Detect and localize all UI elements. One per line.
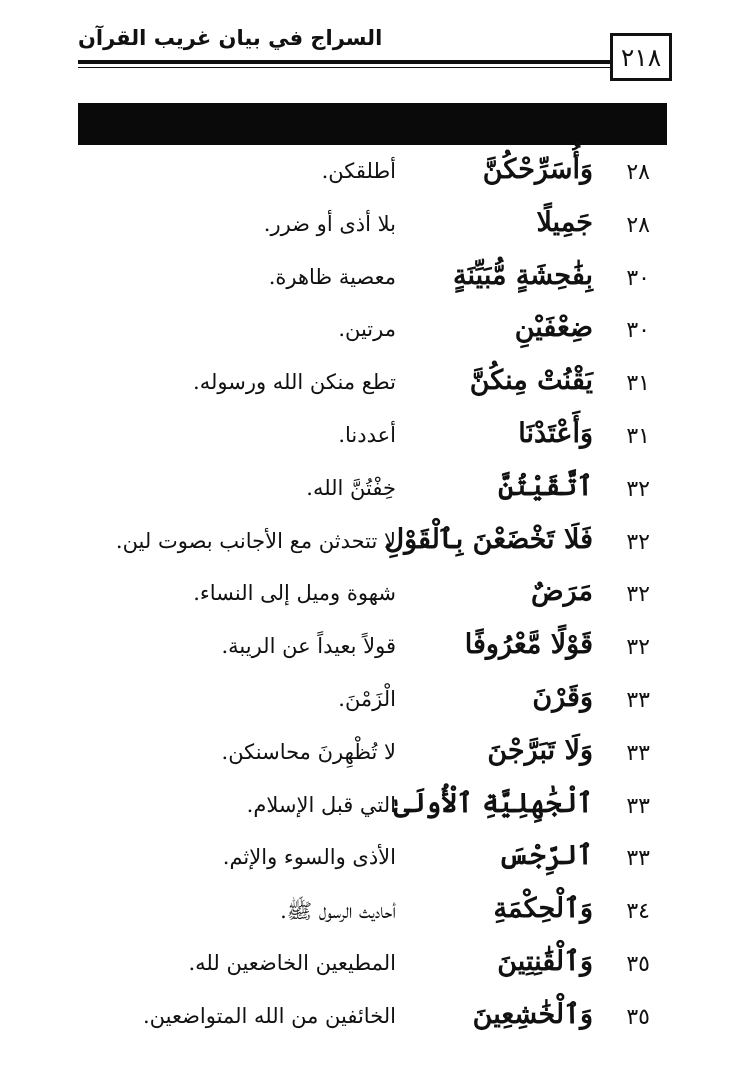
verse-number: ٣٣ bbox=[626, 740, 650, 766]
glossary-entry bbox=[78, 203, 668, 256]
glossary-entry bbox=[78, 150, 668, 203]
verse-number: ٣٥ bbox=[626, 951, 650, 977]
glossary-entry bbox=[78, 467, 668, 520]
glossary-entry bbox=[78, 414, 668, 467]
verse-number: ٣١ bbox=[626, 371, 650, 397]
quran-word: ٱتَّقَيْتُنَّ bbox=[498, 470, 593, 502]
verse-number: ٣٢ bbox=[626, 476, 650, 502]
quran-word: ٱلرِّجْسَ bbox=[498, 840, 593, 872]
glossary-entry bbox=[78, 361, 668, 414]
verse-number: ٣٢ bbox=[626, 635, 650, 661]
glossary-entry bbox=[78, 889, 668, 942]
word-meaning: المطيعين الخاضعين لله. bbox=[188, 950, 396, 975]
verse-number: ٣٢ bbox=[626, 529, 650, 555]
word-meaning: أطلقكن. bbox=[321, 159, 396, 183]
quran-word: وَأَعْتَدْنَا bbox=[518, 417, 593, 449]
glossary-entry bbox=[78, 678, 668, 731]
section-heading-band bbox=[78, 103, 667, 145]
glossary-entry bbox=[78, 520, 668, 573]
word-meaning: التي قبل الإسلام. bbox=[246, 792, 396, 817]
page-number-box bbox=[610, 33, 672, 81]
quran-word: بِفَٰحِشَةٍ مُّبَيِّنَةٍ bbox=[453, 259, 593, 291]
word-meaning: الْزَمْنَ. bbox=[338, 686, 396, 711]
glossary-entry bbox=[78, 784, 668, 837]
verse-number: ٢٨ bbox=[626, 212, 650, 238]
word-meaning: أحاديث الرسول ﷺ. bbox=[280, 899, 396, 924]
verse-number: ٣٠ bbox=[626, 318, 650, 344]
glossary-entry bbox=[78, 308, 668, 361]
quran-word: وَأُسَرِّحْكُنَّ bbox=[482, 154, 593, 185]
glossary-entry bbox=[78, 256, 668, 309]
verse-number: ٣٣ bbox=[626, 793, 650, 819]
verse-number: ٣٤ bbox=[626, 899, 650, 925]
word-meaning: شهوة وميل إلى النساء. bbox=[193, 581, 396, 606]
quran-word: جَمِيلًا bbox=[536, 206, 593, 238]
quran-word: وَلَا تَبَرَّجْنَ bbox=[487, 734, 593, 766]
word-meaning: الخائفين من الله المتواضعين. bbox=[142, 1003, 396, 1028]
glossary-list bbox=[78, 150, 668, 1048]
word-meaning: بلا أذى أو ضرر. bbox=[263, 211, 396, 236]
word-meaning: لا تتحدثن مع الأجانب بصوت لين. bbox=[115, 528, 396, 553]
quran-word: وَقَرْنَ bbox=[532, 681, 593, 713]
quran-word: وَٱلْخَٰشِعِينَ bbox=[472, 998, 593, 1030]
word-meaning: لا تُظْهِرنَ محاسنكن. bbox=[221, 739, 396, 764]
book-title: السراج في بيان غريب القرآن bbox=[78, 26, 383, 50]
glossary-entry bbox=[78, 625, 668, 678]
word-meaning: قولاً بعيداً عن الريبة. bbox=[221, 634, 396, 659]
glossary-entry bbox=[78, 942, 668, 995]
glossary-entry bbox=[78, 836, 668, 889]
quran-word: قَوْلًا مَّعْرُوفًا bbox=[464, 629, 593, 661]
verse-number: ٣٢ bbox=[626, 582, 650, 608]
verse-number: ٣٥ bbox=[626, 1004, 650, 1030]
glossary-entry bbox=[78, 731, 668, 784]
verse-number: ٢٨ bbox=[626, 160, 650, 185]
glossary-entry bbox=[78, 572, 668, 625]
quran-word: وَٱلْقَٰنِتِينَ bbox=[497, 945, 593, 977]
verse-number: ٣١ bbox=[626, 423, 650, 449]
word-meaning: الأذى والسوء والإثم. bbox=[222, 845, 396, 870]
word-meaning: معصية ظاهرة. bbox=[268, 264, 396, 289]
quran-word: ضِعْفَيْنِ bbox=[514, 312, 593, 344]
quran-word: وَٱلْحِكْمَةِ bbox=[493, 893, 593, 925]
quran-word: يَقْنُتْ مِنكُنَّ bbox=[469, 365, 593, 397]
glossary-entry bbox=[78, 995, 668, 1048]
word-meaning: خِفْتُنَّ الله. bbox=[306, 475, 396, 500]
header-rule-thick bbox=[78, 60, 610, 64]
verse-number: ٣٠ bbox=[626, 265, 650, 291]
word-meaning: أعددنا. bbox=[338, 422, 396, 447]
quran-word: فَلَا تَخْضَعْنَ بِٱلْقَوْلِ bbox=[384, 523, 593, 555]
quran-word: ٱلْجَٰهِلِيَّةِ ٱلْأُولَىٰ bbox=[393, 787, 593, 819]
quran-word: مَرَضٌ bbox=[530, 576, 593, 608]
word-meaning: تطع منكن الله ورسوله. bbox=[193, 370, 396, 395]
word-meaning: مرتين. bbox=[338, 317, 396, 342]
verse-number: ٣٣ bbox=[626, 687, 650, 713]
page-number: ٢١٨ bbox=[620, 42, 662, 72]
header-rule-thin bbox=[78, 67, 610, 68]
verse-number: ٣٣ bbox=[626, 846, 650, 872]
